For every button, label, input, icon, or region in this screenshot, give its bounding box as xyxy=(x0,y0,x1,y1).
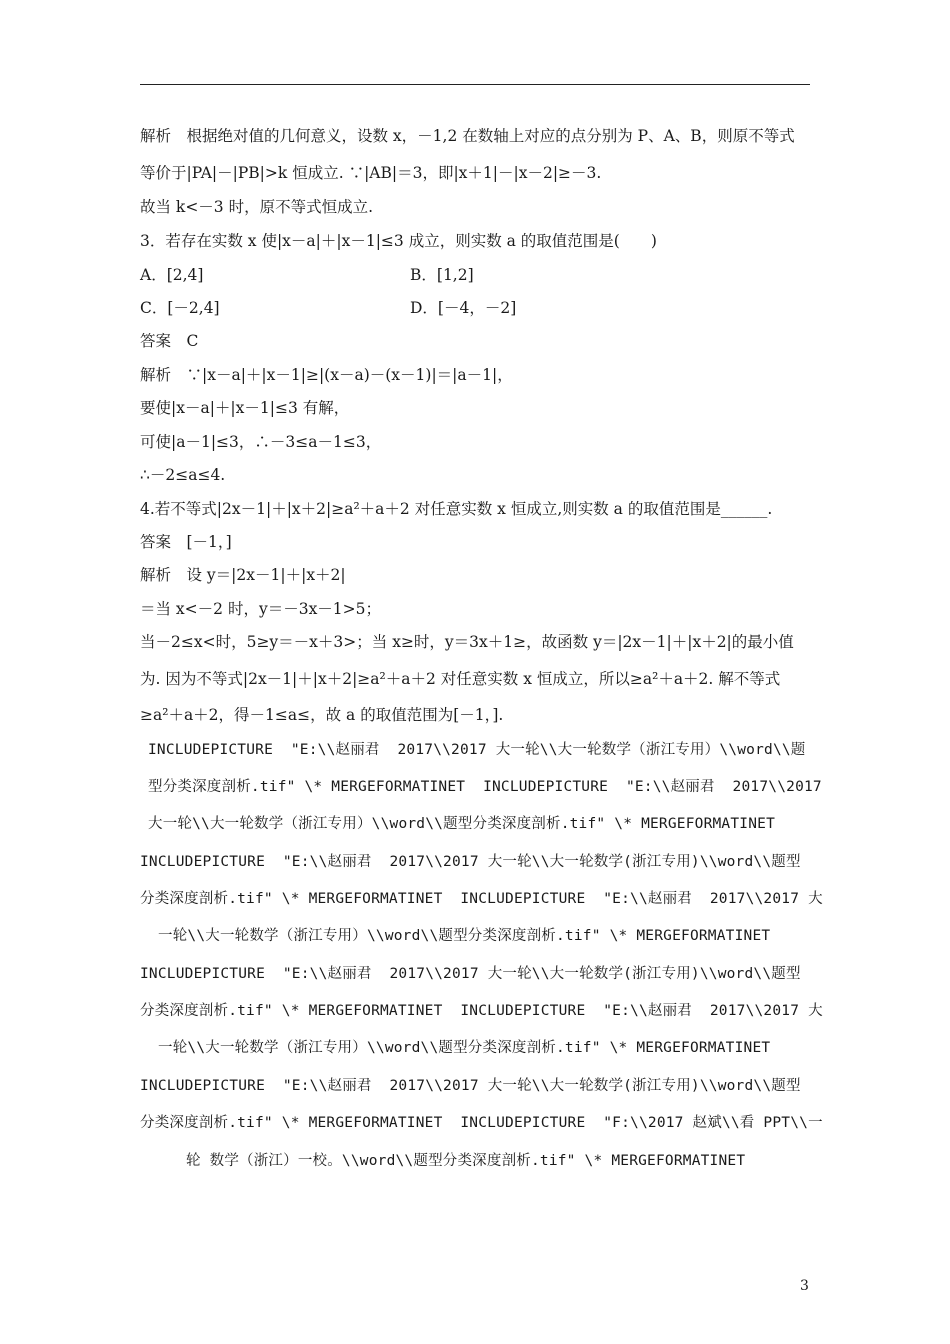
solution-line: ∴－2≤a≤4. xyxy=(140,466,226,484)
solution-line: 解析 ∵|x－a|＋|x－1|≥|(x－a)－(x－1)|＝|a－1|， xyxy=(140,366,513,384)
page-number: 3 xyxy=(800,1278,809,1294)
solution-line: 当－2≤x<时，5≥y＝－x＋3>；当 x≥时，y＝3x＋1≥，故函数 y＝|2x－1|＋|x＋2|的最小值 xyxy=(140,633,794,651)
field-code-line: 分类深度剖析.tif" \* MERGEFORMATINET INCLUDEPICTURE "E:\\赵丽君 2017\\2017 大 xyxy=(140,1003,823,1019)
option-b: B．[1,2] xyxy=(410,266,474,284)
field-code-line: 型分类深度剖析.tif" \* MERGEFORMATINET INCLUDEPICTURE "E:\\赵丽君 2017\\2017 xyxy=(148,779,822,795)
option-c: C．[－2,4] xyxy=(140,299,220,317)
answer-3: 答案 C xyxy=(140,332,199,350)
question-3: 3．若存在实数 x 使|x－a|＋|x－1|≤3 成立，则实数 a 的取值范围是( ) xyxy=(140,232,657,250)
solution-line: ≥a²＋a＋2，得－1≤a≤，故 a 的取值范围为[－1，]. xyxy=(140,706,504,724)
solution-line: 可使|a－1|≤3，∴－3≤a－1≤3， xyxy=(140,433,382,451)
field-code-line: INCLUDEPICTURE "E:\\赵丽君 2017\\2017 大一轮\\大一轮数学(浙江专用)\\word\\题型 xyxy=(140,1078,801,1094)
solution-line: 解析 设 y＝|2x－1|＋|x＋2| xyxy=(140,566,346,584)
question-4: 4.若不等式|2x－1|＋|x＋2|≥a²＋a＋2 对任意实数 x 恒成立,则实数 a 的取值范围是______. xyxy=(140,500,773,518)
answer-4: 答案 [－1，] xyxy=(140,533,232,551)
solution-line: 解析 根据绝对值的几何意义，设数 x，－1,2 在数轴上对应的点分别为 P、A、B，则原不等式 xyxy=(140,127,795,145)
field-code-line: 一轮\\大一轮数学（浙江专用）\\word\\题型分类深度剖析.tif" \* MERGEFORMATINET xyxy=(158,1040,771,1056)
field-code-line: INCLUDEPICTURE "E:\\赵丽君 2017\\2017 大一轮\\大一轮数学(浙江专用)\\word\\题型 xyxy=(140,966,801,982)
field-code-line: INCLUDEPICTURE "E:\\赵丽君 2017\\2017 大一轮\\大一轮数学(浙江专用)\\word\\题型 xyxy=(140,854,801,870)
solution-line: 要使|x－a|＋|x－1|≤3 有解， xyxy=(140,399,350,417)
header-rule xyxy=(140,84,810,85)
field-code-line: 分类深度剖析.tif" \* MERGEFORMATINET INCLUDEPICTURE "E:\\赵丽君 2017\\2017 大 xyxy=(140,891,823,907)
field-code-line: 轮 数学（浙江）一校。\\word\\题型分类深度剖析.tif" \* MERGEFORMATINET xyxy=(186,1153,746,1169)
field-code-line: 大一轮\\大一轮数学（浙江专用）\\word\\题型分类深度剖析.tif" \* MERGEFORMATINET xyxy=(148,816,776,832)
option-a: A．[2,4] xyxy=(140,266,204,284)
field-code-line: 分类深度剖析.tif" \* MERGEFORMATINET INCLUDEPICTURE "F:\\2017 赵斌\\看 PPT\\一 xyxy=(140,1115,823,1131)
option-d: D．[－4，－2] xyxy=(410,299,517,317)
field-code-line: 一轮\\大一轮数学（浙江专用）\\word\\题型分类深度剖析.tif" \* MERGEFORMATINET xyxy=(158,928,771,944)
solution-line: 为. 因为不等式|2x－1|＋|x＋2|≥a²＋a＋2 对任意实数 x 恒成立，所以≥a²＋a＋2. 解不等式 xyxy=(140,670,781,688)
solution-line: ＝当 x<－2 时，y＝－3x－1>5； xyxy=(140,600,382,618)
solution-line: 等价于|PA|－|PB|>k 恒成立. ∵|AB|＝3，即|x＋1|－|x－2|≥－3. xyxy=(140,164,602,182)
solution-line: 故当 k<－3 时，原不等式恒成立. xyxy=(140,198,374,216)
field-code-line: INCLUDEPICTURE "E:\\赵丽君 2017\\2017 大一轮\\大一轮数学（浙江专用）\\word\\题 xyxy=(148,742,806,758)
